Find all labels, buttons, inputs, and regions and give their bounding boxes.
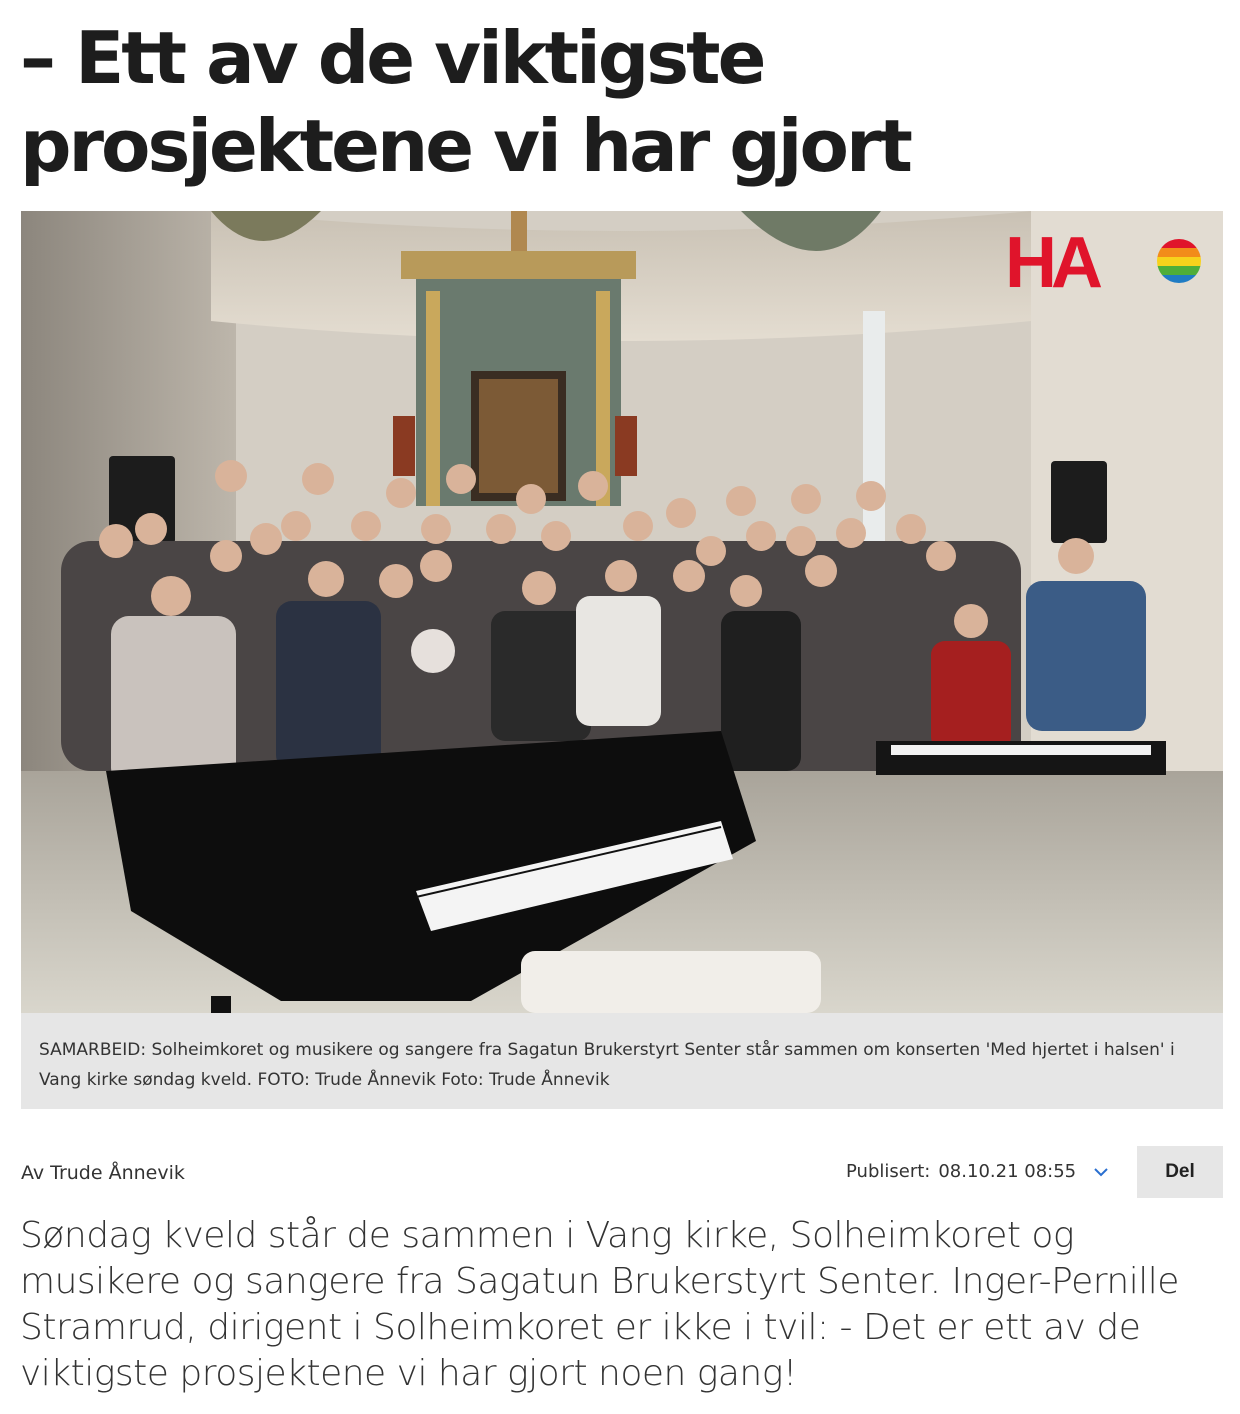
published-info[interactable] [846, 1161, 1108, 1182]
ha-logo-letters: HA [1005, 225, 1097, 295]
byline-prefix: Av [21, 1162, 45, 1184]
author-name[interactable]: Trude Ånnevik [50, 1162, 185, 1184]
headline-line-2: prosjektene vi har gjort [20, 104, 910, 188]
choir-church-photo [21, 211, 1223, 1013]
article-headline [20, 14, 1220, 190]
headline-line-1: – Ett av de viktigste [20, 16, 764, 100]
article-photo[interactable] [21, 211, 1223, 1013]
photo-caption: SAMARBEID: Solheimkoret og musikere og sangere fra Sagatun Brukerstyrt Senter står sammen om konserten 'Med hjertet i halsen' i Vang kirke søndag kveld. FOTO: Trude Ånnevik Foto: Trude Ånnevik [21, 1013, 1223, 1109]
published-timestamp: 08.10.21 08:55 [938, 1161, 1077, 1182]
article-lead: Søndag kveld står de sammen i Vang kirke, Solheimkoret og musikere og sangere fra Sagatun Brukerstyrt Senter. Inger-Pernille Stramrud, dirigent i Solheimkoret er ikke i tvil: - Det er ett av de viktigste prosjektene vi har gjort noen gang! [20, 1215, 1179, 1394]
published-label: Publisert: [846, 1161, 931, 1182]
ha-logo [1005, 225, 1209, 295]
chevron-down-icon[interactable] [1094, 1162, 1108, 1181]
share-button[interactable]: Del [1137, 1146, 1223, 1198]
byline [21, 1162, 185, 1184]
